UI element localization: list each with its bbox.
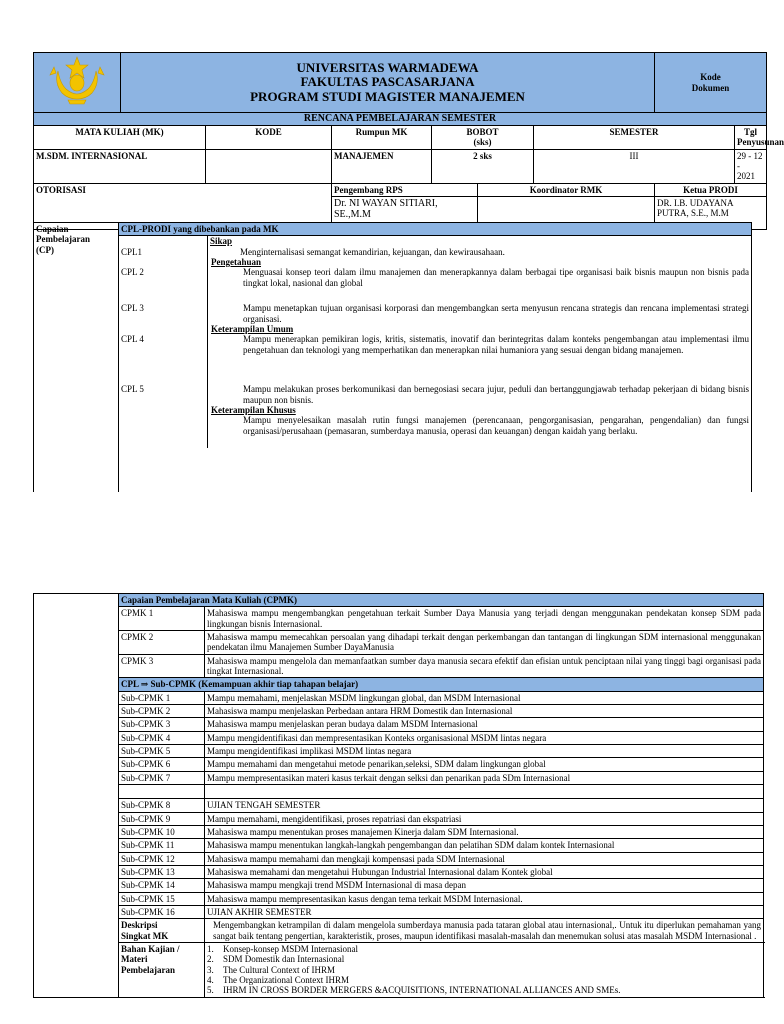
bahan-label-3: Pembelajaran bbox=[121, 964, 175, 975]
section-keterampilan-khusus: Keterampilan Khusus bbox=[207, 405, 749, 415]
sub-cpmk-text: Mampu memahami, mengidentifikasi, proses repatriasi dan ekspatriasi bbox=[205, 812, 764, 825]
sub-cpmk-text: Mahasiswa memahami dan mengetahui Hubungan Industrial Internasional dalam Kontek global bbox=[205, 865, 764, 878]
sub-cpmk-code: Sub-CPMK 2 bbox=[119, 705, 205, 718]
cp-label-2: Pembelajaran bbox=[36, 234, 90, 245]
page-gap bbox=[0, 500, 768, 592]
section-pengetahuan: Pengetahuan bbox=[207, 257, 749, 267]
bahan-label-2: Materi bbox=[121, 954, 148, 965]
cpl-text: Menginternalisasi semangat kemandirian, kejuangan, dan kewirausahaan. bbox=[207, 247, 749, 257]
sub-cpmk-text: Mahasiswa mampu mempresentasikan kasus dengan tema terkait MSDM Internasional. bbox=[205, 892, 764, 905]
rps-header-table bbox=[33, 52, 784, 230]
cpl-subheading-row bbox=[121, 257, 749, 267]
sub-cpmk-code: Sub-CPMK 5 bbox=[119, 745, 205, 758]
col-header-bobot bbox=[432, 125, 534, 149]
bahan-number: 2. bbox=[207, 954, 214, 965]
cpl-row bbox=[121, 334, 749, 384]
bahan-number: 4. bbox=[207, 974, 214, 985]
document-code-cell bbox=[655, 53, 767, 113]
tgl-label: Tgl bbox=[744, 126, 758, 137]
rps-title: RENCANA PEMBELAJARAN SEMESTER bbox=[34, 113, 767, 126]
sub-cpmk-text: Mampu mengidentifikasi dan mempresentasikan Konteks organisasional MSDM lintas negara bbox=[205, 731, 764, 744]
deskripsi-text: Mengembangkan ketrampilan di dalam mengelola sumberdaya manusia pada tataran global atau internasional,. Untuk itu diperlukan pemahaman yang sangat baik tentang pengertian, karakteristik, proses, maupun identifikasi masalah-masalah dan menemukan solusi atas masalah MSDM Internasional . bbox=[205, 919, 764, 943]
cpl-code: CPL 4 bbox=[121, 334, 144, 345]
sub-cpmk-text: Mahasiswa mampu menjelaskan peran budaya dalam MSDM Internasional bbox=[205, 718, 764, 731]
course-date bbox=[735, 149, 767, 183]
head-label: Ketua PRODI bbox=[655, 184, 766, 197]
cpl-code-empty bbox=[121, 415, 207, 448]
program-name: PROGRAM STUDI MAGISTER MANAJEMEN bbox=[250, 88, 525, 104]
bahan-item bbox=[207, 954, 761, 964]
cp-table bbox=[33, 222, 752, 492]
sub-cpmk-code: Sub-CPMK 10 bbox=[119, 825, 205, 838]
bahan-text: The Organizational Context IHRM bbox=[223, 974, 350, 985]
cpmk-text: Mahasiswa mampu mengembangkan pengetahuan terkait Sumber Daya Manusia yang terjadi dengan menggunakan pendekatan konsep SDM pada lingkungan bisnis Internasional. bbox=[205, 607, 764, 631]
cpl-row bbox=[121, 303, 749, 324]
course-semester: III bbox=[534, 149, 735, 183]
sub-cpmk-spacer bbox=[119, 785, 205, 799]
bahan-list bbox=[205, 942, 764, 997]
institution-title bbox=[121, 53, 655, 113]
col-header-kode: KODE bbox=[206, 125, 332, 149]
deskripsi-label-1: Deskripsi bbox=[121, 920, 158, 931]
document-page-2 bbox=[0, 592, 768, 1024]
document-page-1 bbox=[0, 0, 784, 500]
sub-cpmk-code: Sub-CPMK 8 bbox=[119, 799, 205, 812]
bahan-item bbox=[207, 965, 761, 975]
cpl-code-empty bbox=[121, 405, 207, 415]
cpmk-code: CPMK 2 bbox=[119, 631, 205, 655]
coordinator-name bbox=[478, 197, 654, 199]
bahan-label bbox=[119, 942, 205, 997]
col-header-semester: SEMESTER bbox=[534, 125, 735, 149]
cpl-text: Menguasai konsep teori dalam ilmu manajemen dan menerapkannya dalam berbagai tipe organisasi baik bisnis maupun non bisnis pada tingkat lokal, nasional dan global bbox=[207, 267, 749, 303]
cpl-subheading-row bbox=[121, 405, 749, 415]
cpl-text: Mampu menyelesaikan masalah rutin fungsi manajemen (perencanaan, pengorganisasian, pengarahan, pengendalian) dan fungsi organisasi/perusahaan (pemasaran, sumberdaya manusia, operasi dan keuangan) dengan kaidah yang berlaku. bbox=[207, 415, 749, 448]
sub-cpmk-code: Sub-CPMK 13 bbox=[119, 865, 205, 878]
section-sikap: Sikap bbox=[210, 236, 233, 247]
sub-cpmk-code: Sub-CPMK 1 bbox=[119, 691, 205, 704]
sub-cpmk-code: Sub-CPMK 12 bbox=[119, 852, 205, 865]
cpl-text: Mampu melakukan proses berkomunikasi dan bernegosiasi secara jujur, peduli dan bertanggungjawab terhadap pekerjaan di bidang bisnis maupun non bisnis. bbox=[207, 384, 749, 405]
university-name: UNIVERSITAS WARMADEWA bbox=[296, 60, 479, 76]
cpl-row bbox=[121, 384, 749, 405]
document-code-label-2: Dokumen bbox=[691, 82, 730, 93]
bahan-text: SDM Domestik dan Internasional bbox=[223, 954, 345, 965]
bahan-item bbox=[207, 944, 761, 954]
bahan-text: The Cultural Context of IHRM bbox=[223, 964, 335, 975]
cp-label-3: (CP) bbox=[36, 244, 54, 255]
logo-cell bbox=[34, 53, 121, 113]
cp-continued-label bbox=[34, 594, 119, 998]
sub-cpmk-text: Mahasiswa mampu mengkaji trend MSDM Internasional di masa depan bbox=[205, 879, 764, 892]
sub-cpmk-code: Sub-CPMK 14 bbox=[119, 879, 205, 892]
cpl-code: CPL 3 bbox=[121, 303, 144, 314]
sub-cpmk-spacer bbox=[205, 785, 764, 799]
course-cluster: MANAJEMEN bbox=[332, 149, 432, 183]
sub-cpmk-text: Mampu mengidentifikasi implikasi MSDM lintas negara bbox=[205, 745, 764, 758]
sub-cpmk-text: UJIAN TENGAH SEMESTER bbox=[205, 799, 764, 812]
cpmk-table bbox=[33, 593, 764, 998]
developer-name: Dr. NI WAYAN SITIARI, SE.,M.M bbox=[334, 197, 438, 221]
faculty-name: FAKULTAS PASCASARJANA bbox=[300, 74, 475, 90]
sub-cpmk-code: Sub-CPMK 16 bbox=[119, 905, 205, 918]
penyusunan-label: Penyusunan bbox=[737, 136, 784, 147]
bahan-number: 3. bbox=[207, 964, 214, 975]
cpmk-code: CPMK 1 bbox=[119, 607, 205, 631]
cpmk-text: Mahasiswa mampu memecahkan persoalan yang dihadapi terkait dengan perkembangan dan tantangan di lingkungan SDM internasional menggunakan pendekatan ilmu Manajemen Sumber DayaManusia bbox=[205, 631, 764, 655]
sub-cpmk-text: Mahasiswa mampu menentukan langkah-langkah pengembangan dan pelatihan SDM dalam kontek Internasional bbox=[205, 839, 764, 852]
cpl-code-empty bbox=[121, 257, 207, 267]
cpl-list bbox=[119, 236, 752, 492]
section-keterampilan-umum: Keterampilan Umum bbox=[207, 324, 749, 334]
sub-cpmk-text: Mahasiswa mampu menjelaskan Perbedaan antara HRM Domestik dan Internasional bbox=[205, 705, 764, 718]
cpl-code: CPL1 bbox=[121, 246, 143, 257]
cpl-text: Mampu menerapkan pemikiran logis, kritis, sistematis, inovatif dan berintegritas dalam konteks pengembangan atau implementasi ilmu pengetahuan dan teknologi yang memperhatikan dan menerapkan nilai humaniora yang sesuai dengan bidang manajemen. bbox=[207, 334, 749, 384]
course-credits: 2 sks bbox=[432, 149, 534, 183]
cpl-subheading-row bbox=[121, 324, 749, 334]
deskripsi-label bbox=[119, 919, 205, 943]
document-code-label: Kode bbox=[700, 72, 721, 83]
cpmk-text: Mahasiswa mampu mengelola dan memanfaatkan sumber daya manusia secara efektif dan efisian untuk penciptaan nilai yang tinggi bagi organisasi pada tingkat Internasional. bbox=[205, 654, 764, 678]
sub-cpmk-code: Sub-CPMK 7 bbox=[119, 771, 205, 784]
cpl-row bbox=[121, 247, 749, 257]
bahan-label-1: Bahan Kajian / bbox=[121, 943, 180, 954]
sub-cpmk-code: Sub-CPMK 3 bbox=[119, 718, 205, 731]
sub-cpmk-text: Mampu memahami dan mengetahui metode penarikan,seleksi, SDM dalam lingkungan global bbox=[205, 758, 764, 771]
cpl-code-empty bbox=[121, 324, 207, 334]
sub-cpmk-text: Mahasiswa mampu memahami dan mengkaji kompensasi pada SDM Internasional bbox=[205, 852, 764, 865]
cpmk-code: CPMK 3 bbox=[119, 654, 205, 678]
course-name: M.SDM. INTERNASIONAL bbox=[34, 149, 206, 183]
cp-label-1: Capaian bbox=[36, 224, 69, 234]
university-seal-icon bbox=[34, 53, 120, 105]
cpmk-header: Capaian Pembelajaran Mata Kuliah (CPMK) bbox=[119, 594, 764, 607]
bobot-label: BOBOT bbox=[466, 126, 499, 137]
date-line-1: 29 - 12 - bbox=[737, 150, 763, 171]
cpl-code: CPL 2 bbox=[121, 267, 144, 278]
bahan-number: 5. bbox=[207, 985, 214, 996]
coordinator-label: Koordinator RMK bbox=[478, 184, 654, 197]
bahan-text: Konsep-konsep MSDM Internasional bbox=[223, 943, 358, 954]
sub-cpmk-text: Mahasiswa mampu menentukan proses manajemen Kinerja dalam SDM Internasional. bbox=[205, 825, 764, 838]
developer-label: Pengembang RPS bbox=[332, 184, 477, 197]
sub-cpmk-text: UJIAN AKHIR SEMESTER bbox=[205, 905, 764, 918]
bahan-item bbox=[207, 975, 761, 985]
cpl-code: CPL 5 bbox=[121, 384, 144, 395]
sks-label: (sks) bbox=[473, 136, 492, 147]
sub-cpmk-header: CPL ⇒ Sub-CPMK (Kemampuan akhir tiap tahapan belajar) bbox=[119, 678, 764, 691]
deskripsi-label-2: Singkat MK bbox=[121, 930, 169, 941]
cpl-text: Mampu menetapkan tujuan organisasi korporasi dan mengembangkan serta menyusun rencana strategis dan rencana implementasi strategi organisasi. bbox=[207, 303, 749, 324]
sub-cpmk-code: Sub-CPMK 9 bbox=[119, 812, 205, 825]
cpl-row bbox=[121, 267, 749, 303]
sub-cpmk-code: Sub-CPMK 6 bbox=[119, 758, 205, 771]
cpl-header: CPL-PRODI yang dibebankan pada MK bbox=[119, 223, 752, 236]
bahan-text: IHRM IN CROSS BORDER MERGERS &ACQUISITIONS, INTERNATIONAL ALLIANCES AND SMEs. bbox=[223, 985, 621, 996]
sub-cpmk-code: Sub-CPMK 15 bbox=[119, 892, 205, 905]
sub-cpmk-text: Mampu mempresentasikan materi kasus terkait dengan selksi dan penarikan pada SDm Internasional bbox=[205, 771, 764, 784]
sub-cpmk-code: Sub-CPMK 11 bbox=[119, 839, 205, 852]
sub-cpmk-text: Mampu memahami, menjelaskan MSDM lingkungan global, dan MSDM Internasional bbox=[205, 691, 764, 704]
course-code bbox=[206, 149, 332, 183]
col-header-rumpun: Rumpun MK bbox=[332, 125, 432, 149]
cp-label bbox=[34, 223, 119, 492]
head-name: DR. I.B. UDAYANA PUTRA, S.E., M.M bbox=[657, 197, 733, 219]
bahan-number: 1. bbox=[207, 943, 214, 954]
col-header-tgl bbox=[735, 125, 784, 149]
sub-cpmk-code: Sub-CPMK 4 bbox=[119, 731, 205, 744]
col-header-mk: MATA KULIAH (MK) bbox=[34, 125, 206, 149]
otorisasi-label: OTORISASI bbox=[34, 183, 332, 229]
date-line-2: 2021 bbox=[737, 171, 756, 182]
bahan-item bbox=[207, 985, 761, 995]
cpl-row bbox=[121, 415, 749, 448]
